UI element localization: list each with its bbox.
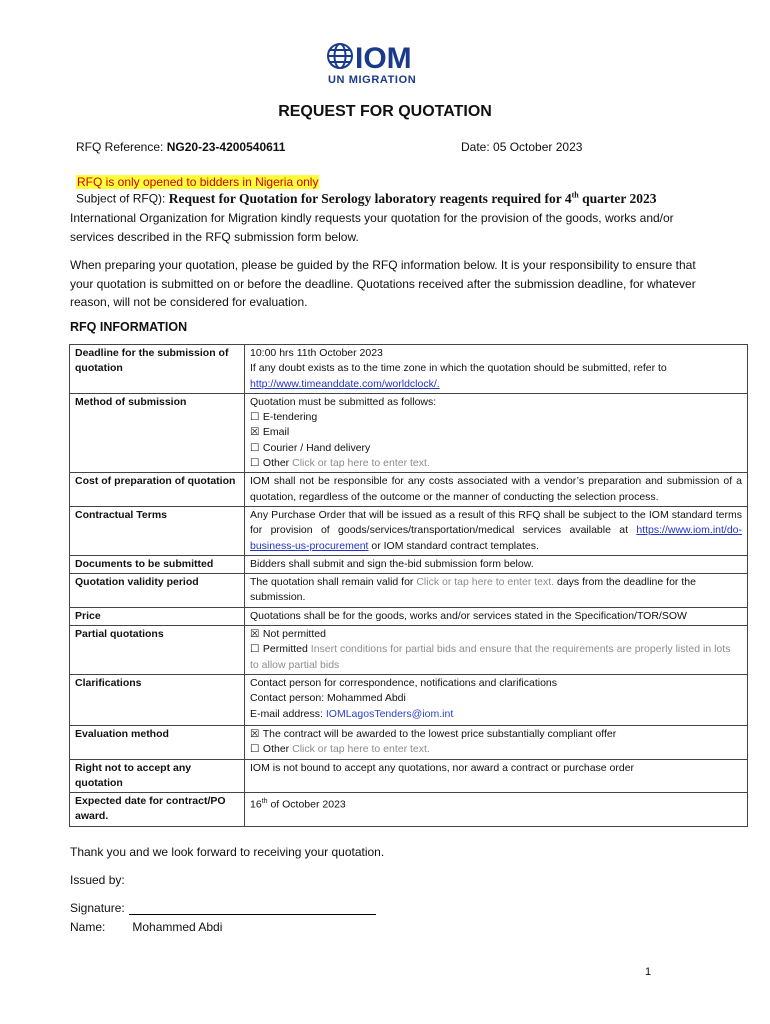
rfq-subject: Subject of RFQ): Request for Quotation for Serology laboratory reagents required for 4th quarter 2023 bbox=[76, 190, 657, 206]
signature-line: Signature: bbox=[70, 901, 376, 915]
row-value: ☒ Not permitted ☐ Permitted Insert conditions for partial bids and ensure that the requirements are properly listed in lots to allow partial bids bbox=[245, 626, 748, 675]
table-row bbox=[70, 759, 748, 793]
row-label: Method of submission bbox=[70, 393, 245, 472]
worldclock-link[interactable]: http://www.timeanddate.com/worldclock/. bbox=[250, 377, 440, 390]
row-value: The quotation shall remain valid for Click or tap here to enter text. days from the deadline for the submission. bbox=[245, 574, 748, 608]
row-label: Quotation validity period bbox=[70, 574, 245, 608]
logo-tagline: UN MIGRATION bbox=[328, 74, 417, 86]
row-label: Right not to accept any quotation bbox=[70, 759, 245, 793]
checkbox-email[interactable]: ☒ bbox=[250, 426, 260, 439]
guidance-paragraph: When preparing your quotation, please be guided by the RFQ information below. It is your responsibility to ensure that your quotation is submitted on or before the deadline. Quotations received after the submission deadline, for whatever reason, will not be considered for evaluation. bbox=[70, 258, 696, 309]
eligibility-notice: RFQ is only opened to bidders in Nigeria only bbox=[77, 175, 319, 189]
row-label: Evaluation method bbox=[70, 725, 245, 759]
table-row bbox=[70, 793, 748, 827]
checkbox-courier[interactable]: ☐ bbox=[250, 441, 260, 454]
issuer-name: Name: Mohammed Abdi bbox=[70, 920, 223, 934]
issued-by-label: Issued by: bbox=[70, 873, 125, 887]
rfq-date: Date: 05 October 2023 bbox=[461, 140, 583, 154]
rfq-reference: RFQ Reference: NG20-23-4200540611 bbox=[76, 140, 286, 154]
row-value: 10:00 hrs 11th October 2023 If any doubt exists as to the time zone in which the quotation should be submitted, refer to http://www.timeanddate.com/worldclock/. bbox=[245, 345, 748, 394]
document-title: REQUEST FOR QUOTATION bbox=[278, 103, 492, 120]
procurement-link[interactable]: https://www.iom.int/do-business-us-procurement bbox=[250, 524, 742, 552]
row-value: Contact person for correspondence, notifications and clarifications Contact person: Mohammed Abdi E-mail address: IOMLagosTenders@iom.int bbox=[245, 674, 748, 725]
signature-field[interactable] bbox=[129, 902, 376, 915]
eval-other-text-field[interactable]: Click or tap here to enter text. bbox=[292, 743, 430, 756]
table-row bbox=[70, 506, 748, 555]
row-label: Deadline for the submission of quotation bbox=[70, 345, 245, 394]
checkbox-permitted[interactable]: ☐ bbox=[250, 643, 260, 656]
rfq-info-table bbox=[69, 344, 748, 827]
row-value: IOM shall not be responsible for any costs associated with a vendor’s preparation and submission of a quotation, regardless of the outcome or the manner of conducting the selection process. bbox=[245, 473, 748, 507]
table-row bbox=[70, 574, 748, 608]
row-value: Quotations shall be for the goods, works and/or services stated in the Specification/TOR/SOW bbox=[245, 607, 748, 625]
row-label: Clarifications bbox=[70, 674, 245, 725]
row-value: IOM is not bound to accept any quotations, nor award a contract or purchase order bbox=[245, 759, 748, 793]
row-label: Expected date for contract/PO award. bbox=[70, 793, 245, 827]
iom-logo bbox=[326, 42, 446, 86]
checkbox-lowest-price[interactable]: ☒ bbox=[250, 727, 260, 740]
checkbox-eval-other[interactable]: ☐ bbox=[250, 743, 260, 756]
page-number: 1 bbox=[645, 966, 652, 978]
thanks-text: Thank you and we look forward to receiving your quotation. bbox=[70, 845, 385, 859]
row-value: Any Purchase Order that will be issued as a result of this RFQ shall be subject to the IOM standard terms for provision of goods/services/transportation/medical services available at https://www.iom.int/do-business-us-procurement or IOM standard contract templates. bbox=[245, 506, 748, 555]
checkbox-e-tendering[interactable]: ☐ bbox=[250, 411, 260, 424]
row-label: Partial quotations bbox=[70, 626, 245, 675]
row-value: ☒ The contract will be awarded to the lowest price substantially compliant offer ☐ Other Click or tap here to enter text. bbox=[245, 725, 748, 759]
row-label: Documents to be submitted bbox=[70, 555, 245, 573]
row-label: Contractual Terms bbox=[70, 506, 245, 555]
row-value: Bidders shall submit and sign the-bid submission form below. bbox=[245, 555, 748, 573]
section-title: RFQ INFORMATION bbox=[70, 320, 188, 334]
row-value: Quotation must be submitted as follows: ☐ E-tendering ☒ Email ☐ Courier / Hand delivery ☐ Other Click or tap here to enter text. bbox=[245, 393, 748, 472]
table-row bbox=[70, 555, 748, 573]
table-row bbox=[70, 607, 748, 625]
partial-conditions-field[interactable]: Insert conditions for partial bids and ensure that the requirements are properly listed in lots to allow partial bids bbox=[250, 643, 731, 671]
table-row bbox=[70, 674, 748, 725]
row-label: Cost of preparation of quotation bbox=[70, 473, 245, 507]
table-row bbox=[70, 725, 748, 759]
row-value: 16th of October 2023 bbox=[245, 793, 748, 827]
logo-brand: IOM bbox=[355, 42, 412, 75]
checkbox-not-permitted[interactable]: ☒ bbox=[250, 628, 260, 641]
validity-text-field[interactable]: Click or tap here to enter text. bbox=[416, 576, 555, 589]
contact-email-link[interactable]: IOMLagosTenders@iom.int bbox=[325, 707, 454, 720]
globe-icon bbox=[328, 44, 352, 68]
other-text-field[interactable]: Click or tap here to enter text. bbox=[292, 457, 430, 470]
table-row bbox=[70, 473, 748, 507]
table-row bbox=[70, 626, 748, 675]
intro-paragraph: International Organization for Migration kindly requests your quotation for the provision of the goods, works and/or services described in the RFQ submission form below. bbox=[70, 211, 674, 244]
row-label: Price bbox=[70, 607, 245, 625]
table-row bbox=[70, 393, 748, 472]
checkbox-other[interactable]: ☐ bbox=[250, 457, 260, 470]
table-row bbox=[70, 345, 748, 394]
